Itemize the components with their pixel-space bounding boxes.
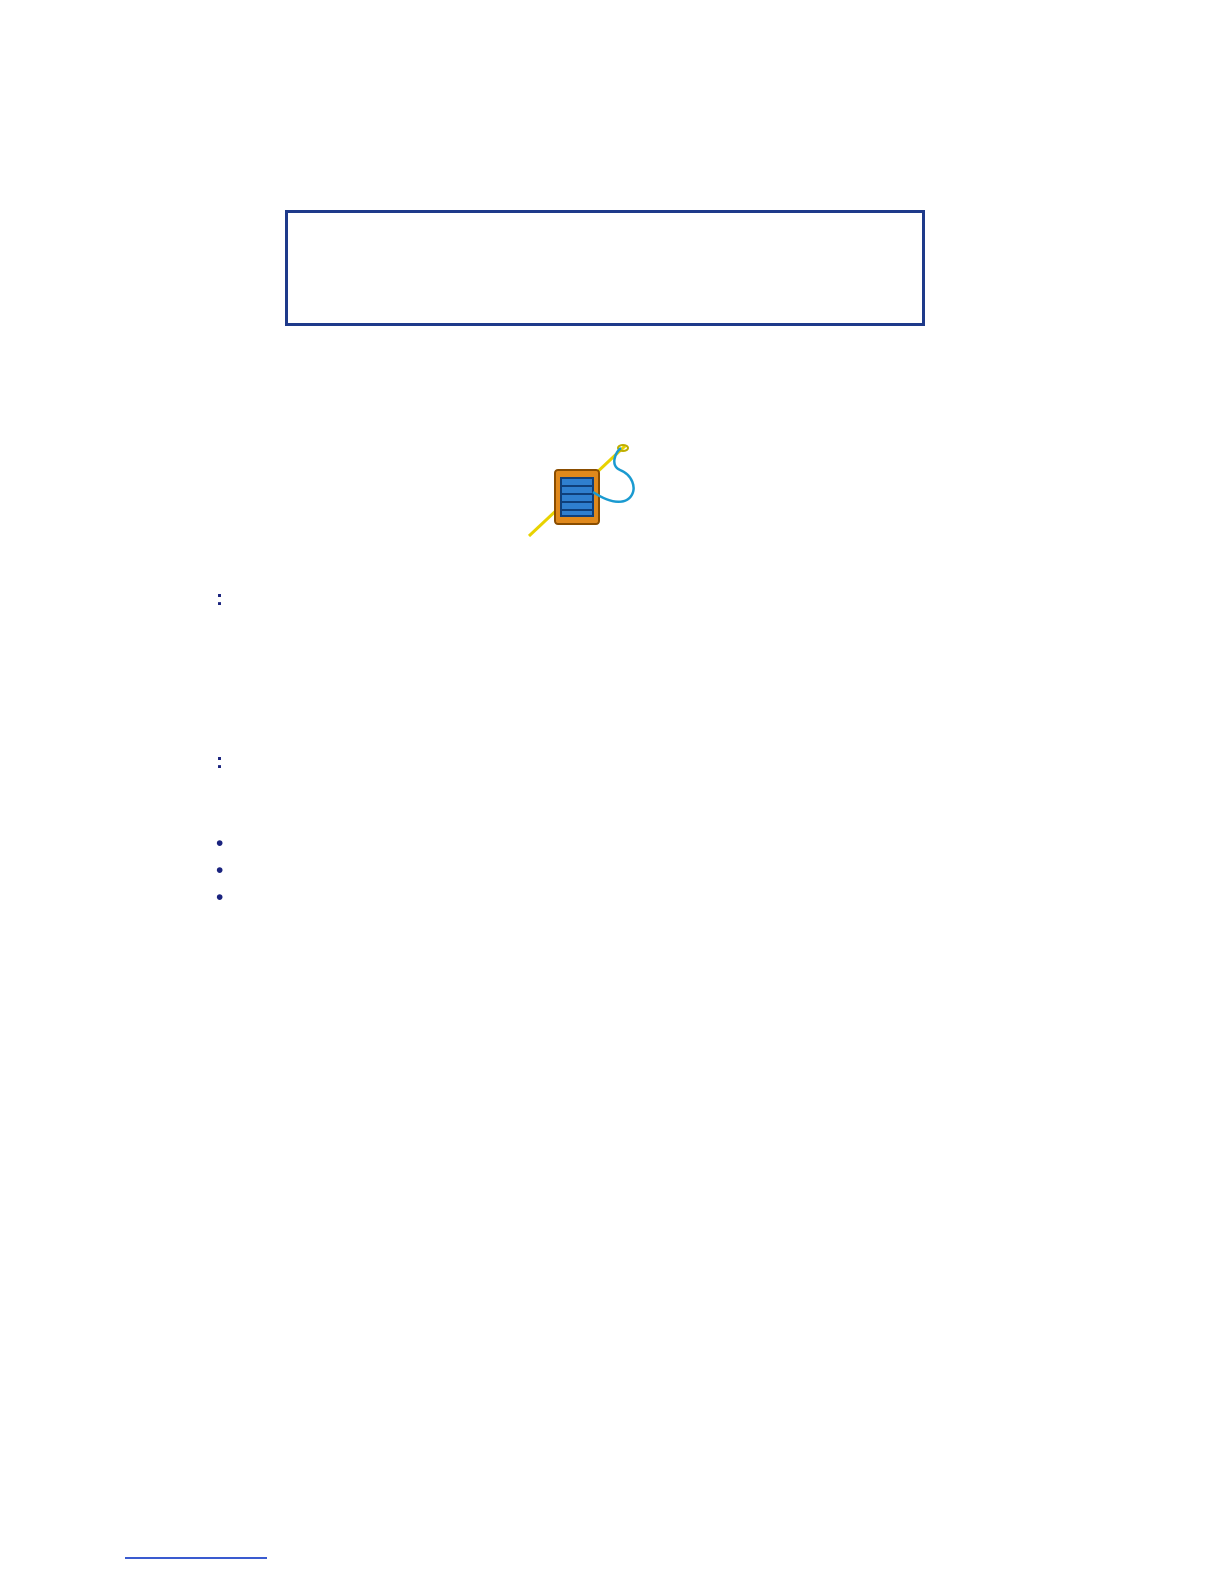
procedure-step bbox=[216, 857, 225, 884]
footnote-rule bbox=[125, 1557, 267, 1559]
procedure-section bbox=[216, 830, 225, 911]
thread-spool-needle-icon bbox=[525, 440, 645, 540]
title-box bbox=[285, 210, 925, 326]
procedure-step bbox=[216, 830, 225, 857]
machine-setup-section bbox=[216, 585, 223, 612]
procedure-step bbox=[216, 884, 225, 911]
materials-section bbox=[216, 748, 223, 775]
heading-colon: : bbox=[216, 750, 223, 773]
heading-colon: : bbox=[216, 587, 223, 610]
